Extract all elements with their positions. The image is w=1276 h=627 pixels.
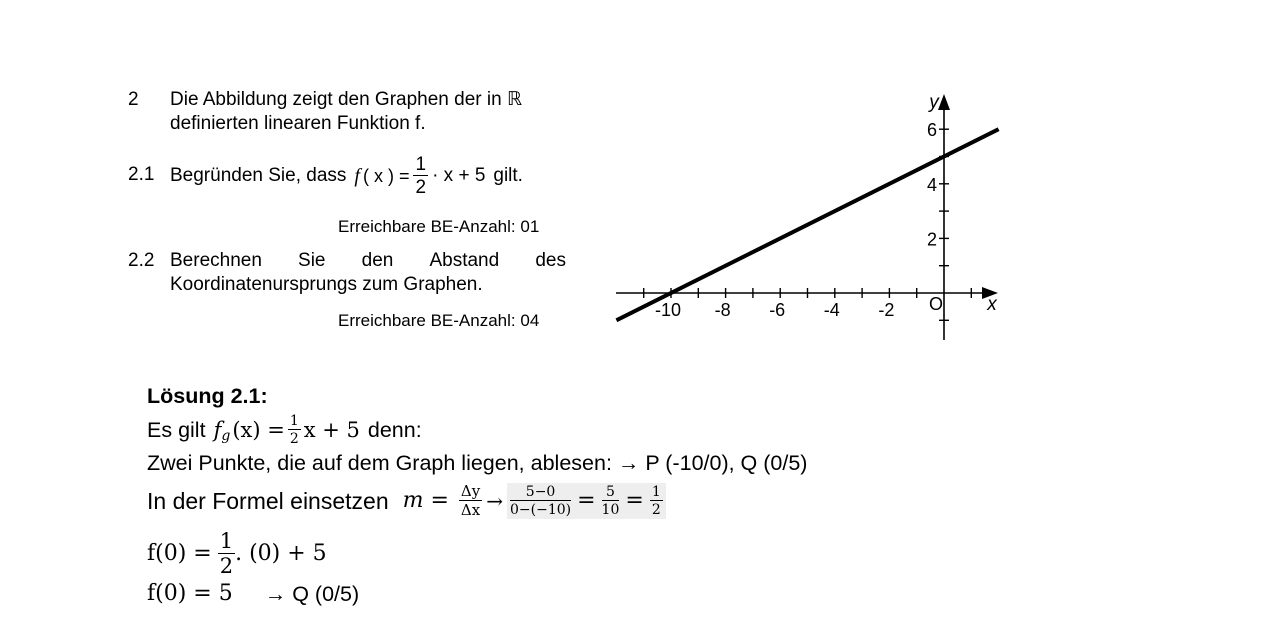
task-2-1-rest: · x + 5 xyxy=(432,165,486,186)
task-2-2-word-5: des xyxy=(535,250,566,271)
solution-line-1-post: denn: xyxy=(367,418,422,442)
solution-line-1-fraction xyxy=(288,414,301,446)
task-2-number: 2 xyxy=(128,89,139,110)
solution-line-3-frac-result xyxy=(650,485,663,517)
solution-line-4-pre: f(0) = xyxy=(147,541,212,566)
x-axis-label: x xyxy=(987,294,997,315)
task-2-1-x: ( x ) = xyxy=(362,166,410,186)
task-2-1-fraction xyxy=(413,155,428,197)
solution-line-1 xyxy=(147,410,422,450)
task-2-2-word-3: den xyxy=(361,250,394,271)
solution-line-3-points-num: 5−0 xyxy=(510,485,571,501)
x-tick-label-neg4: -4 xyxy=(823,300,840,320)
solution-line-3-points-den: 0−(−10) xyxy=(510,502,572,518)
task-2-2-word-4: Abstand xyxy=(429,250,500,271)
x-tick-label-neg8: -8 xyxy=(714,300,731,320)
solution-line-1-rest: x + 5 xyxy=(303,418,360,442)
task-2-2-word-2: Sie xyxy=(298,250,326,271)
solution-line-5-math: f(0) = 5 xyxy=(147,581,233,606)
task-2-2-be-count: Erreichbare BE-Anzahl: 04 xyxy=(338,311,540,330)
solution-line-4-fraction xyxy=(218,531,235,577)
solution-line-3-1: 1 xyxy=(651,484,661,500)
solution-line-1-f: f xyxy=(213,418,222,442)
y-axis-label: y xyxy=(929,92,939,113)
y-tick-label-6: 6 xyxy=(926,120,937,141)
solution-line-1-x: (x) = xyxy=(232,418,285,442)
task-2-line-1: Die Abbildung zeigt den Graphen der in ℝ xyxy=(170,89,523,110)
task-2-2-line-2: Koordinatenursprungs zum Graphen. xyxy=(170,274,483,295)
origin-label: O xyxy=(928,294,944,314)
solution-line-4-frac-den: 2 xyxy=(219,554,234,578)
solution-line-3 xyxy=(147,475,666,527)
task-2-1-be-count: Erreichbare BE-Anzahl: 01 xyxy=(338,217,540,236)
y-tick-label-4: 4 xyxy=(926,174,937,195)
solution-line-1-g: g xyxy=(221,428,231,444)
y-axis-arrow xyxy=(938,94,950,110)
task-2-line-2: definierten linearen Funktion f. xyxy=(170,113,426,134)
task-2-1-number: 2.1 xyxy=(128,164,155,185)
solution-line-4 xyxy=(147,526,327,582)
solution-line-3-2: 2 xyxy=(651,502,661,518)
task-2-1-post: gilt. xyxy=(493,165,523,186)
solution-line-1-pre: Es gilt xyxy=(147,418,206,442)
x-tick-label-neg10: -10 xyxy=(654,300,682,320)
solution-line-3-frac-delta xyxy=(459,484,482,518)
solution-line-3-pre: In der Formel einsetzen xyxy=(147,488,389,514)
solution-line-5 xyxy=(147,580,359,608)
y-tick-label-2: 2 xyxy=(926,229,937,250)
task-2-1-pre: Begründen Sie, dass xyxy=(170,165,347,186)
solution-line-3-10: 10 xyxy=(601,502,620,518)
solution-line-3-delta-x: Δx xyxy=(460,501,481,519)
solution-line-3-delta-y: Δy xyxy=(460,482,481,500)
task-2-1-f: f xyxy=(354,165,360,187)
solution-line-3-5: 5 xyxy=(602,485,620,501)
x-tick-label-neg6: -6 xyxy=(769,300,786,320)
solution-line-5-post: → Q (0/5) xyxy=(264,582,360,606)
solution-line-3-eq-2: = xyxy=(625,488,644,513)
solution-line-3-frac-points xyxy=(510,485,571,517)
x-tick-labels xyxy=(655,300,894,320)
solution-title: Lösung 2.1: xyxy=(147,384,268,408)
solution-line-3-eq-1: = xyxy=(577,488,596,513)
solution-line-3-frac-5-10 xyxy=(602,485,620,517)
solution-line-4-rest: . (0) + 5 xyxy=(235,541,327,566)
y-tick-labels xyxy=(927,120,937,249)
task-2-1-frac-den: 2 xyxy=(415,177,427,198)
function-graph xyxy=(600,85,1020,350)
solution-line-1-frac-num: 1 xyxy=(289,413,299,429)
task-2-2-number: 2.2 xyxy=(128,250,155,271)
solution-line-1-math xyxy=(214,414,360,446)
solution-line-3-arrow: → xyxy=(486,489,503,513)
solution-line-2: Zwei Punkte, die auf dem Graph liegen, ablesen: → P (-10/0), Q (0/5) xyxy=(147,451,808,475)
task-2-1-frac-num: 1 xyxy=(415,154,427,175)
solution-line-4-frac-num: 1 xyxy=(219,529,234,553)
solution-line-3-m: m = xyxy=(402,488,449,513)
solution-line-1-frac-den: 2 xyxy=(289,431,299,447)
x-tick-label-neg2: -2 xyxy=(878,300,895,320)
solution-line-3-highlight xyxy=(507,483,666,519)
task-2-1-statement xyxy=(170,148,523,204)
task-2-2-line-1 xyxy=(170,249,566,273)
task-2-2-word-1: Berechnen xyxy=(170,250,262,271)
